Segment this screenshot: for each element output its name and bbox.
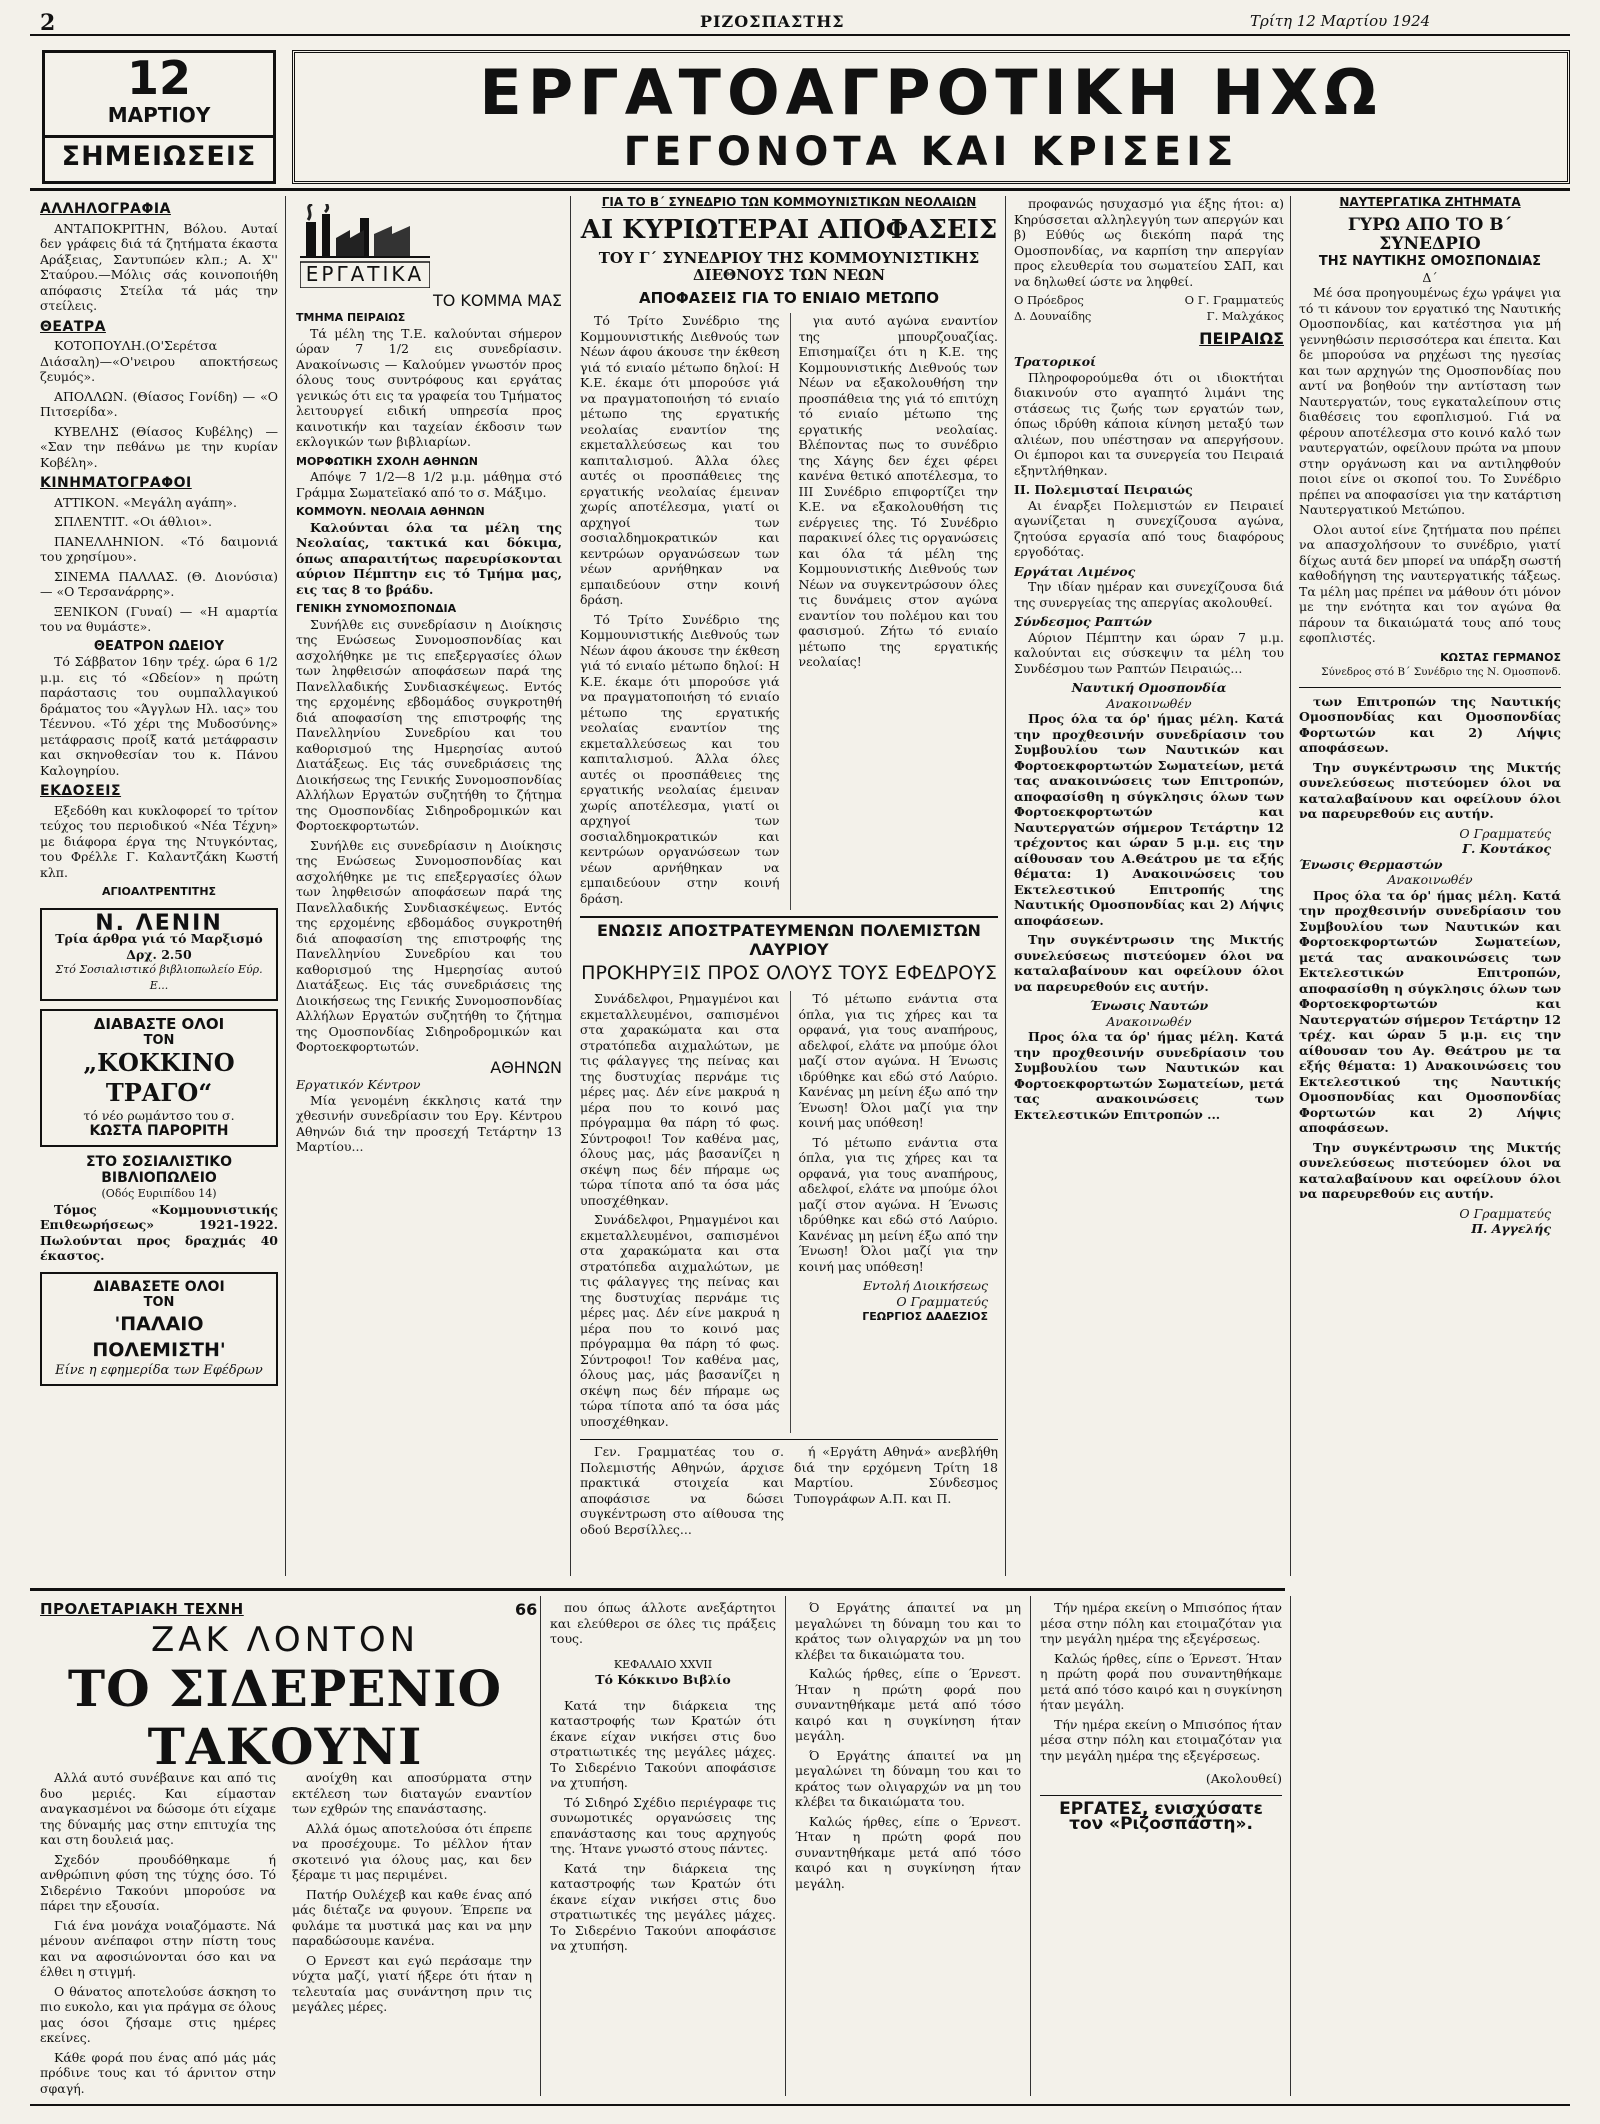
text: Την ιδίαν ημέραν και συνεχίζουσα διά της συνεργείας της απεργίας ακολουθεί. (1014, 579, 1284, 610)
thermast-text: Προς όλα τα όρ' ήμας μέλη. Κατά την προχθεσινήν συνεδρίασιν του Συμβουλίου των Ναυτικών και Φορτοεκφορτωτών Σωματείων, μετά τας ανακοινώσεις των Εκτελεστικών Επιτροπών, αποφασίσθη η σύγκλησις όλων των Φορτοεκφορτωτών και Ναυτεργατών σήμερον Τετάρτην 12 τρέχ. και ώραν 5 μ.μ. εις την αίθουσαν του Αγ. Θεάτρου με τα εξής θέματα: 1) Ανακοινώσεις του Εκτελεστικού της Ναυτικής Ομοσπονδίας και Ομοσπονδίας Φορτωτών και 2) Λήψις αποφάσεων. (1299, 887, 1561, 1136)
ad-the: ΤΟΝ (143, 1295, 175, 1310)
article-text: Τό Τρίτο Συνέδριο της Κομμουνιστικής Διεθνούς των Νέων άφου άκουσε την έκθεση γιά τό ενιαίο μέτωπο δηλοί: Η Κ.Ε. έκαμε ότι μπορούσε γιά να πραγματοποιήση τό ενιαίο μέτωπο της εργατικής νεολαίας εναντίον της εκμεταλλεύσεως και του καπιταλισμού. Άλλα όλες αυτές οι προσπάθειες της εργατικής νεολαίας έμειναν χωρίς αποτέλεσμα, γιατί οι αρχηγοί των σοσιαλδημοκρατικών και κεντρώων οργανώσεων των νέων αρνήθηκαν να εμπαιδεύουν στην κοινή δράση. (580, 313, 780, 608)
page-number: 2 (40, 10, 56, 36)
serial-text: Καλώς ήρθες, είπε ο Έρνεστ. Ήταν η πρώτη φορά που συναντηθήκαμε μετά από τόσο καιρό και η συγκίνηση ήταν μεγάλη. (795, 1666, 1021, 1743)
text: Αύριον Πέμπτην και ώραν 7 μ.μ. καλούνται εις σύσκεψιν τα μέλη του Συνδέσμου των Ραπτών Πειραιώς... (1014, 629, 1284, 676)
serial-text: Καλώς ήρθες, είπε ο Έρνεστ. Ήταν η πρώτη φορά που συναντηθήκαμε μετά από τόσο καιρό και η συγκίνηση ήταν μεγάλη. (1040, 1650, 1282, 1712)
column-divider (540, 1596, 541, 2096)
cinema-item: ΣΠΛΕΝΤΙΤ. «Οι άθλιοι». (54, 514, 212, 529)
column-divider (785, 1596, 786, 2096)
bottom-notices (580, 1439, 998, 1541)
kicker: ΓΙΑ ΤΟ Β΄ ΣΥΝΕΔΡΙΟ ΤΩΝ ΚΟΜΜΟΥΝΙΣΤΙΚΩΝ ΝΕΟΛΑΙΩΝ (601, 196, 977, 209)
serial-col-2 (292, 1770, 532, 2100)
naut-text: Την συγκέντρωσιν της Μικτής συνελεύσεως πιστεύομεν όλοι να καταλαβαίνουν και οφείλουν όλοι να παρευρεθούν εις αυτήν. (1014, 932, 1284, 994)
column-divider (1290, 196, 1291, 1576)
column-seamen (1299, 196, 1561, 1576)
serial-text: Κατά την διάρκεια της καταστροφής των Κρατών ότι έκανε είχαν νικήσει στις δυο στρατιωτικές της μεγάλες μάχες. Το Σιδερένιο Τακούνι αποφάσισε να χτυπήση. (550, 1860, 776, 1953)
article-left (580, 313, 780, 910)
sub-heading: Ναυτική Ομοσπονδία (1071, 680, 1227, 696)
cinema-item: ΠΑΝΕΛΛΗΝΙΟΝ. «Τό δαιμονιά του χρησίμου». (40, 533, 278, 564)
part-number: Δ΄ (1422, 269, 1438, 285)
serial-text: Αλλά αυτό συνέβαινε και από τις δυο μεριές. Και είμασταν αναγκασμένοι να δώσομε ότι είχαμε της δύναμής μας στην επιτυχία της και στη δουλειά μας. (40, 1770, 276, 1847)
bookstore-text: Τόμος «Κομμουνιστικής Επιθεωρήσεως» 1921-1922. Πωλούνται προς δραχμάς 40 έκαστος. (40, 1201, 278, 1263)
corr-heading: ΑΛΛΗΛΟΓΡΑΦΙΑ (40, 201, 171, 217)
column-divider (1030, 1596, 1031, 2096)
column-piraeus (1014, 196, 1284, 1576)
gen-text-more: Συνήλθε εις συνεδρίασιν η Διοίκησις της Ενώσεως Συνομοσπονδίας και ασχολήθηκε με τις επεξεργασίες όλων των ληφθεισών αποφάσεων παρά της Πανελλαδικής Συνδιασκέψεως. Εντός της ερχομένης εβδομάδος συγκροτηθή διά αποφασίση της επιστροφής της Πανελληνίου Συνεδρίου και του καθορισμού της Ημερησίας αυτού Διατάξεως. Εις τάς συνεδριάσεις της Διοικήσεως της Γενικής Συνομοσπονδίας Αλλήλων Εργατών συζητήθη το ζήτημα της Ομοσπονδίας Σιδηροδρομικών και Φορτοεκφορτωτών. (296, 837, 562, 1055)
editions-text: Εξεδόθη και κυκλοφορεί το τρίτον τεύχος του περιοδικού «Νέα Τέχνη» με διάφορα έργα της Ντυγκόντας, του Φρέλλε Γ. Καλαντζάκη Κωστή κλπ. (40, 802, 278, 880)
headline-2: ΤΟΥ Γ΄ ΣΥΝΕΔΡΙΟΥ ΤΗΣ ΚΟΜΜΟΥΝΙΣΤΙΚΗΣ ΔΙΕΘΝΟΥΣ ΤΩΝ ΝΕΩΝ (598, 248, 980, 284)
sig-name: Γ. Κουτάκος (1462, 841, 1551, 857)
sub-heading: ΙΙ. Πολεμισταί Πειραιώς (1014, 482, 1193, 498)
youth-text: Καλούνται όλα τα μέλη της Νεολαίας, τακτικά και δόκιμα, όπως απαραιτήτως παρευρίσκονται αύριον Πέμπτην εις τό Τμήμα μας, εις τας 8 το βράδυ. (296, 519, 562, 597)
naut-text: Προς όλα τα όρ' ήμας μέλη. Κατά την προχθεσινήν συνεδρίασιν του Συμβουλίου των Ναυτικών και Φορτοεκφορτωτών Σωματείων, μετά τας ανακοινώσεις των Επιτροπών, αποφασίσθη η σύγκλησις όλων των Φορτοεκφορτωτών και Ναυτεργατών σήμερον Τετάρτην 12 τρέχοντος και ώραν 5 μ.μ. εις την αίθουσαν του Α.Θεάτρου με τα εξής θέματα: 1) Ανακοινώσεις του Εκτελεστικού Επιτροπής της Ναυτικής Ομοσπονδίας και 2) Λήψις αποφάσεων. (1014, 711, 1284, 928)
sub-heading: Εργάται Λιμένος (1014, 563, 1136, 579)
cont-text: των Επιτροπών της Ναυτικής Ομοσπονδίας και Ομοσπονδίας Φορτωτών και 2) Λήψις αποφάσεων. (1299, 693, 1561, 756)
odeio-text: Τό Σάββατον 16ην τρέχ. ώρα 6 1/2 μ.μ. εις τό «Ωδείον» η πρώτη παράστασις του ουμπαλλαγικού δράματος του «Άγγλων Ηλ. ιας» του Τέεννου. «Τό χέρι της Μυδοσύνης» μετάφρασις προίξ κατά μετάφρασιν και σκηνοθεσίαν του κ. Πάνου Καλογηρίου. (40, 654, 278, 778)
paper-name: ΡΙΖΟΣΠΑΣΤΗΣ (700, 12, 845, 31)
article-columns (580, 313, 998, 910)
article-text: Μέ όσα προηγουμένως έχω γράψει για τό τι κάνουν τον εργατικό της Ναυτικής Ομοσπονδίας, και κατέστησα για μή γεννηθώσιν περισσότερα και έπειτα. Και δε μπορούσα να ρηχέωσι της ηγεσίας και των αρχηγών της Ομοσπονδίας που αντί να βοηθούν την αντίσταση των Ναυτεργατών, τους εγκαταλείπουν στις διαθέσεις του εφοπλισμού. Γιά να φέρουν αποτέλεσμα στο κοινό καλό των ναυτεργατών, οφείλουν πρώτα να μπουν στην οργάνωση και να αντιληφθούν ποιοι είνε οι σκοποί του. Το Συνέδριο πρέπει να αποφασίσει για την κατάρτιση Ναυτεργατικού Μετώπου. (1299, 285, 1561, 518)
sub-heading: Ένωσις Θερμαστών (1299, 856, 1443, 872)
author-signature: ΚΩΣΤΑΣ ΓΕΡΜΑΝΟΣ (1440, 650, 1561, 664)
editions-heading: ΕΚΔΟΣΕΙΣ (40, 783, 122, 799)
banner-subtitle: ΓΕΓΟΝΟΤΑ ΚΑΙ ΚΡΙΣΕΙΣ (623, 129, 1239, 175)
chapter-number: ΚΕΦΑΛΑΙΟ ΧΧVΙΙ (613, 1657, 713, 1671)
section-banner (292, 50, 1570, 184)
sig-role: Ο Γ. Γραμματεύς (1184, 293, 1284, 307)
date-month: ΜΑΡΤΙΟΥ (107, 103, 211, 127)
column-youth-congress (580, 196, 998, 1576)
ad-author: ΚΩΣΤΑ ΠΑΡΟΡΙΤΗ (89, 1122, 229, 1139)
bookstore-address: (Οδός Ευριπίδου 14) (101, 1187, 217, 1200)
logo-word: ΕΡΓΑΤΙΚΑ (305, 262, 425, 286)
text: Αι έναρξει Πολεμιστών εν Πειραιεί αγωνίζεται η συνεχίζουσα αγώνα, ζητούσα εργασία από τους διαφόρους εργοδότας. (1014, 497, 1284, 560)
gen-text: Συνήλθε εις συνεδρίασιν η Διοίκησις της Ενώσεως Συνομοσπονδίας και ασχολήθηκε με τις επεξεργασίες όλων των ληφθεισών αποφάσεων παρά της Πανελλαδικής Συνδιασκέψεως. Εντός της ερχομένης εβδομάδος συγκροτηθή διά αποφασίση της επιστροφής της Πανελληνίου Συνεδρίου και του καθορισμού της Ημερησίας αυτού Διατάξεως. Εις τάς συνεδριάσεις της Διοικήσεως της Γενικής Συνομοσπονδίας Αλλήλων Εργατών συζητήθη το ζήτημα της Ομοσπονδίας Σιδηροδρομικών και Φορτοεκφορτωτών. (296, 616, 562, 834)
serial-text: Πατήρ Ουλέχεβ και καθε ένας από μάς διέταζε να φυγουν. Έπρεπε να φυλάμε τα μυστικά μας και να μην παραδώσουμε κανένα. (292, 1886, 532, 1948)
serial-text: Τήν ημέρα εκείνη ο Μπισόπος ήταν μέσα στην πόλη και ετοιμαζόταν για την μεγάλη ημέρα της εξεγέρσεως. (1040, 1600, 1282, 1646)
polemistis-ad (40, 1272, 278, 1387)
text: Πληροφορούμεθα ότι οι ιδιοκτήται διακινούν στο αγαπητό λιμάνι της στάσεως τις ζωής των εργατών των, όπως ιδρύθη κάποια κίνηση μεταξύ των αλιέων, που υπέστησαν να απεργήσουν. Οι έμποροι και τα συνεργεία του Πειραιά εξηντλήθηκαν. (1014, 369, 1284, 478)
column-divider (1005, 196, 1006, 1576)
serial-rule (30, 1588, 1285, 1591)
notes-label: ΣΗΜΕΙΩΣΕΙΣ (45, 135, 273, 176)
corr-text: ΑΝΤΑΠΟΚΡΙΤΗΝ, Βόλου. Αυταί δεν γράφεις διά τά ζητήματα έκαστα Αράξειας, Σαντυπώεν κλπ.; Α. Χ'' Σταύρου.—Μόλις σάς κοινοποιήθη απόφασις Στείλα τά μάς την στείλεις. (40, 220, 278, 313)
sub-heading: Σύνδεσμος Ραπτών (1014, 614, 1152, 630)
proclamation-heading: ΠΡΟΚΗΡΥΞΙΣ ΠΡΟΣ ΟΛΟΥΣ ΤΟΥΣ ΕΦΕΔΡΟΥΣ (581, 962, 997, 985)
procl-text: Τό μέτωπο ενάντια στα όπλα, για τις χήρες και τα ορφανά, για τους αναπήρους, αδελφοί, ελάτε να μπούμε όλοι μαζί στον αγώνα. Η Ένωσις ιδρύθηκε και εδώ στό Λαύριο. Κανένας μη μείνη έξω από την Ένωση! Όλοι μαζί για την κοινή μας υπόθεση! (798, 1134, 998, 1274)
serial-text: Ό Εργάτης άπαιτεί να μη μεγαλώνει τη δύναμη του και το κράτος των ολιγαρχών να μη του κλέβει τα δικαιώματα του. (795, 1600, 1021, 1662)
ad-the: ΤΟΝ (143, 1032, 175, 1048)
piraeus-heading: ΠΕΙΡΑΙΩΣ (1199, 329, 1284, 348)
sig-name: Δ. Δουναίδης (1014, 308, 1092, 323)
sub-heading: ΤΜΗΜΑ ΠΕΙΡΑΙΩΣ (296, 311, 406, 325)
serial-col-4 (795, 1600, 1021, 2100)
party-heading: ΤΟ ΚΟΜΜΑ ΜΑΣ (432, 291, 562, 310)
athens-text: Μία γενομένη έκκλησις κατά την χθεσινήν συνεδρίασιν του Εργ. Κέντρου Αθηνών διά την προσεχή Τετάρτην 13 Μαρτίου... (296, 1092, 562, 1155)
procl-text: Τό μέτωπο ενάντια στα όπλα, για τις χήρες και τα ορφανά, για τους αναπήρους, αδελφοί, ελάτε να μπούμε όλοι μαζί στον αγώνα. Η Ένωσις ιδρύθηκε και εδώ στό Λαύριο. Κανένας μη μείνη έξω από την Ένωση! Όλοι μαζί για την κοινή μας υπόθεση! (798, 991, 998, 1131)
signed: ΑΓΙΟΑΛΤΡΕΝΤΙΤΗΣ (101, 885, 217, 898)
lenin-title: Ν. ΛΕΝΙΝ (95, 910, 223, 936)
lenin-line: Τρία άρθρα γιά τό Μαρξισμό Δρχ. 2.50 (55, 931, 263, 962)
serial-text: Ό Εργάτης άπαιτεί να μη μεγαλώνει τη δύναμη του και το κράτος των ολιγαρχών να μη του κλέβει τα δικαιώματα του. (795, 1747, 1021, 1809)
lenin-line2: Στό Σοσιαλιστικό βιβλιοπωλείο Εύρ. Ε... (55, 963, 263, 992)
procl-text: Συνάδελφοι, Ρημαγμένοι και εκμεταλλευμένοι, σαπισμένοι στα χαρακώματα και στα στρατόπεδα αιχμαλώτων, με τις φάλαγγες της πείνας και της δυστυχίας περνάμε τις μέρες μας. Δέν είνε μακρυά η μέρα που το κοινό μας πρόγραμμα θα πάρη τό φως. Σύντροφοι! Τον καθένα μας, όλους μας, μάς βασανίζει η σκέψη πως δέν πήραμε ως τώρα τίποτα από τα όσα μάς υποσχέθηκαν. (580, 1212, 780, 1429)
serial-text: Τήν ημέρα εκείνη ο Μπισόπος ήταν μέσα στην πόλη και ετοιμαζόταν για την μεγάλη ημέρα της εξεγέρσεως. (1040, 1716, 1282, 1763)
cinema-item: ΞΕΝΙΚΟΝ (Γυναί) — «Η αμαρτία του να θυμάστε». (40, 603, 278, 634)
serial-text: Κατά την διάρκεια της καταστροφής των Κρατών ότι έκανε είχαν νικήσει στις δυο στρατιωτικές της μεγάλες μάχες. Το Σιδερένιο Τακούνι αποφάσισε να χτυπήση. (550, 1697, 776, 1790)
serial-text: Ο θάνατος αποτελούσε άσκηση το πιο ευκολο, και για πράγμα σε όλους μας όσοι ζήσαμε στις ημέρες εκείνες. (40, 1983, 276, 2045)
divider (1299, 687, 1561, 688)
column-divider (1290, 1596, 1291, 2096)
article-text: για αυτό αγώνα εναντίον της μπουρζουαζίας. Επισημαίζει ότι η Κ.Ε. της Κομμουνιστικής Διεθνούς των Νέων να εξακολουθήση την προσπάθεια της γιά τό επιτύχη τό ενιαίο μέτωπο της εργατικής νεολαίας. Βλέποντας πως το συνέδριο της Χάγης δεν έχει φέρει κανένα θετικό αποτέλεσμα, το ΙΙΙ Συνέδριο επιφορτίζει την Κ.Ε. να εξακολουθήση τις ενέργειες της. Τό Συνέδριο παρακινεί όλες τις οργανώσεις και όλα τά μέλη της Κομμουνιστικής Διεθνούς των Νέων να συγκεντρώσουν όλες τις δυνάμεις στον αγώνα εναντίον του πολέμου και του φασισμού. Ζήτω τό ενιαίο μέτωπο της εργατικής νεολαίας! (798, 313, 998, 670)
theatre-item: ΑΠΟΛΛΩΝ. (Θίασος Γονίδη) — «Ο Πιτσερίδα». (40, 388, 278, 419)
headline: ΓΥΡΩ ΑΠΟ ΤΟ Β΄ ΣΥΝΕΔΡΙΟ (1347, 214, 1513, 255)
odeio-heading: ΘΕΑΤΡΟΝ ΩΔΕΙΟΥ (93, 638, 225, 654)
text: προφανώς ησυχασμό για έξης ήτοι: α) Κηρύσσεται αλληλεγγύη των απεργών και β) Εύθύς ως διεκόπη παρά της Ομοσπονδίας, να καρπίση την απεργίαν προς ελευθερία του σωματείου ΣΑΠ, και να δηλωθεί ώστε να ληφθεί. (1014, 196, 1284, 289)
ad-read: ΔΙΑΒΑΣΕΤΕ ΟΛΟΙ (93, 1278, 225, 1295)
ad-title: 'ΠΑΛΑΙΟ ΠΟΛΕΜΙΣΤΗ' (92, 1312, 226, 1361)
date-box (42, 50, 276, 184)
ad-sub: Είνε η εφημερίδα των Εφέδρων (55, 1362, 263, 1378)
date-line: Τρίτη 12 Μαρτίου 1924 (1250, 12, 1431, 30)
serial-text: Αλλά όμως αποτελούσα ότι έπρεπε να προσέχουμε. Το μέλλον ήταν σκοτεινό για όλους μας, και δεν ξέραμε τι μας περιμένει. (292, 1820, 532, 1882)
mmo-text: Απόψε 7 1/2—8 1/2 μ.μ. μάθημα στό Γράμμα Σωματεϊακό από το σ. Μάξιμο. (296, 469, 562, 500)
continued-note: (Ακολουθεί) (1205, 1771, 1282, 1786)
procl-text: Συνάδελφοι, Ρημαγμένοι και εκμεταλλευμένοι, σαπισμένοι στα χαρακώματα και στα στρατόπεδα αιχμαλώτων, με τις φάλαγγες της πείνας και της δυστυχίας περνάμε τις μέρες μας. Δέν είνε μακρυά η μέρα που το κοινό μας πρόγραμμα θα πάρη τό φως. Σύντροφοι! Τον καθένα μας, όλους μας, μάς βασανίζει η σκέψη πως δέν πήραμε ως τώρα τίποτα από τα όσα μάς υποσχέθηκαν. (580, 991, 780, 1208)
athens-sub: Εργατικόν Κέντρον (296, 1077, 421, 1093)
column-notes (40, 196, 278, 1576)
theatre-item: ΚΟΤΟΠΟΥΛΗ.(Ο'Σερέτσα Διάσαλη)—«Ο'νειρου αποκτήσεως ζευμός». (40, 338, 278, 384)
serial-col-5 (1040, 1600, 1282, 2100)
sig: Ο Γραμματεύς (1459, 825, 1551, 841)
serial-number: 66 (515, 1600, 538, 1619)
cinema-heading: ΚΙΝΗΜΑΤΟΓΡΑΦΟΙ (40, 475, 192, 491)
article-text: Τό Τρίτο Συνέδριο της Κομμουνιστικής Διεθνούς των Νέων άφου άκουσε την έκθεση γιά τό ενιαίο μέτωπο δηλοί: Η Κ.Ε. έκαμε ότι μπορούσε γιά να πραγματοποιήση τό ενιαίο μέτωπο της εργατικής νεολαίας εναντίον της εκμεταλλεύσεως και του καπιταλισμού. Άλλα όλες αυτές οι προσπάθειες της εργατικής νεολαίας έμειναν χωρίς αποτέλεσμα, γιατί οι αρχηγοί των σοσιαλδημοκρατικών και κεντρώων οργανώσεων των νέων αρνήθηκαν να εμπαιδεύουν στην κοινή δράση. (580, 611, 780, 906)
sig-name: Γ. Μαλχάκος (1206, 308, 1284, 323)
theatre-item: ΚΥΒΕΛΗΣ (Θίασος Κυβέλης) — «Σαν την πεθάνω με την κυρίαν Κοβέλη». (40, 423, 278, 470)
column-labour (296, 290, 562, 1576)
lenin-ad (40, 908, 278, 1002)
gen-heading: ΓΕΝΙΚΗ ΣΥΝΟΜΟΣΠΟΝΔΙΑ (296, 602, 457, 616)
serial-text: Καλώς ήρθες, είπε ο Έρνεστ. Ήταν η πρώτη φορά που συναντηθήκαμε μετά από τόσο καιρό και η συγκίνηση ήταν μεγάλη. (795, 1813, 1021, 1891)
union-heading: ΕΝΩΣΙΣ ΑΠΟΣΤΡΑΤΕΥΜΕΝΩΝ ΠΟΛΕΜΙΣΤΩΝ ΛΑΥΡΙΟΥ (597, 921, 981, 959)
serial-text: Σχεδόν προυδόθηκαμε ή ανθρώπινη φύση της τύχης όσο. Τό Σιδερένιο Τακούνι μπορούσε να πάρει την εξουσία. (40, 1851, 276, 1913)
mmo-heading: ΜΟΡΦΩΤΙΚΗ ΣΧΟΛΗ ΑΘΗΝΩΝ (296, 454, 478, 468)
enosi-text: Προς όλα τα όρ' ήμας μέλη. Κατά την προχθεσινήν συνεδρίασιν του Συμβουλίου των Ναυτικών και Φορτοεκφορτωτών Σωματείων, μετά τας ανακοινώσεις των Εκτελεστικών Επιτροπών ... (1014, 1029, 1284, 1122)
proclamation-columns (580, 991, 998, 1433)
article-right (790, 313, 999, 910)
sig: Ο Γραμματεύς (1459, 1205, 1551, 1221)
banner-title: ΕΡΓΑΤΟΑΓΡΟΤΙΚΗ ΗΧΩ (479, 56, 1383, 129)
sub-heading: Τρατορικοί (1014, 354, 1097, 370)
serial-text: Τό Σιδηρό Σχέδιο περιέγραφε τις συνωμοτικές οργανώσεις της επανάστασης και τους αρχηγούς της. Ήτανε γνωστό στους πάντες. (550, 1794, 776, 1856)
serial-text: που όπως άλλοτε ανεξάρτητοι και ελεύθεροι σε όλες τις πράξεις τους. (550, 1600, 776, 1646)
procl-sig: Ο Γραμματεύς (896, 1293, 988, 1309)
sub-heading: Ένωσις Ναυτών (1089, 998, 1209, 1014)
serial-text: Ο Ερνεστ και εγώ περάσαμε την νύχτα μαζί, γιατί ήξερε ότι ήταν η τελευταία μας συνάντηση πριν τις μεγάλες μέρες. (292, 1952, 532, 2014)
headline-2: ΤΗΣ ΝΑΥΤΙΚΗΣ ΟΜΟΣΠΟΝΔΙΑΣ (1318, 253, 1542, 269)
sub-heading: Ανακοινωθέν (1106, 1013, 1192, 1029)
serial-header (40, 1600, 530, 1776)
notice-text: ή «Εργάτη Αθηνά» ανεβλήθη διά την ερχόμενη Τρίτη 18 Μαρτίου. Σύνδεσμος Τυπογράφων Α.Π. και Π. (794, 1444, 998, 1506)
support-ad: ΕΡΓΑΤΕΣ, ενισχύσατε τον «Ριζοσπάστη». (1040, 1795, 1282, 1833)
ad-sub: τό νέο ρωμάντσο του σ. (83, 1108, 235, 1123)
cinema-item: ΣΙΝΕΜΑ ΠΑΛΛΑΣ. (Θ. Διονύσια) — «Ο Τερσανάρρης». (40, 568, 278, 599)
thermast-text: Την συγκέντρωσιν της Μικτής συνελεύσεως πιστεύομεν όλοι να καταλαβαίνουν και οφείλουν όλοι να παρευρεθούν εις αυτήν. (1299, 1139, 1561, 1202)
serial-author: ΖΑΚ ΛΟΝΤΟΝ (150, 1620, 420, 1660)
procl-left (580, 991, 780, 1433)
ad-read: ΔΙΑΒΑΣΤΕ ΟΛΟΙ (93, 1015, 225, 1033)
article-text: Ολοι αυτοί είνε ζητήματα που πρέπει να απασχολήσουν το συνέδριο, γιατί δίχως αυτά δεν μπορεί να υπάρξη σωστή καθοδήγηση της ναυτεργατικής τάξεως. Τα μέλη μας πρέπει να μάθουν ότι μόνον με την ενότητα και τον αγώνα θα πάρουν τα δικαιώματά τους από τους εφοπλιστές. (1299, 521, 1561, 646)
sig-name: Π. Αγγελής (1471, 1221, 1551, 1237)
serial-col-3 (550, 1600, 776, 2100)
serial-text: Γιά ένα μονάχα νοιαζόμαστε. Νά μένουν ανέπαφοι στην πίστη τους και να αφοσιώνονται όσο και να έλθει η στιγμή. (40, 1917, 276, 1979)
date-day: 12 (126, 51, 191, 105)
signatures (1014, 293, 1284, 324)
column-divider (570, 196, 571, 1576)
cont-text: Την συγκέντρωσιν της Μικτής συνελεύσεως πιστεύομεν όλοι να καταλαβαίνουν και οφείλουν όλοι να παρευρεθούν εις αυτήν. (1299, 759, 1561, 822)
theatres-heading: ΘΕΑΤΡΑ (40, 318, 106, 335)
sub-heading: Ανακοινωθέν (1106, 695, 1192, 711)
serial-text: ανοίχθη και αποσύρματα στην εκτέλεση των διαταγών εναντίον των εχθρών της επανάστασης. (292, 1770, 532, 1816)
banner-rule (30, 188, 1570, 191)
procl-right (790, 991, 999, 1433)
sig-left (1014, 293, 1091, 324)
ad-title: „ΚΟΚΚΙΝΟ ΤΡΑΓΟ“ (83, 1048, 235, 1107)
bottom-rule (30, 2104, 1570, 2106)
serial-label: ΠΡΟΛΕΤΑΡΙΑΚΗ ΤΕΧΝΗ (40, 1600, 244, 1618)
bookstore-heading: ΣΤΟ ΣΟΣΙΑΛΙΣΤΙΚΟ ΒΙΒΛΙΟΠΩΛΕΙΟ (85, 1154, 233, 1186)
sub-heading: Ανακοινωθέν (1387, 872, 1473, 888)
notice-text: Γεν. Γραμματέας του σ. Πολεμιστής Αθηνών, άρχισε πρακτικά στοιχεία και αποφάσισε να δώσει συγκέντρωση στο αίθουσα της οδού Βερσίλλες... (580, 1444, 784, 1537)
athens-heading: ΑΘΗΝΩΝ (490, 1057, 562, 1077)
author-role: Σύνεδρος στό Β΄ Συνέδριο της Ν. Ομοσπονδ. (1321, 666, 1561, 679)
chapter-title: Τό Κόκκινο Βιβλίο (595, 1672, 731, 1687)
column-divider (285, 196, 286, 1576)
serial-text: Κάθε φορά που ένας από μάς μάς πρόδινε τους και τό άρνιτον στην σφαγή. (40, 2049, 276, 2096)
headline-3: ΑΠΟΦΑΣΕΙΣ ΓΙΑ ΤΟ ΕΝΙΑΙΟ ΜΕΤΩΠΟ (639, 289, 939, 308)
kicker: ΝΑΥΤΕΡΓΑΤΙΚΑ ΖΗΤΗΜΑΤΑ (1339, 196, 1521, 209)
serial-col-1 (40, 1770, 276, 2100)
headline: ΑΙ ΚΥΡΙΩΤΕΡΑΙ ΑΠΟΦΑΣΕΙΣ (580, 214, 998, 245)
sig-right (1185, 293, 1284, 324)
youth-heading: ΚΟΜΜΟΥΝ. ΝΕΟΛΑΙΑ ΑΘΗΝΩΝ (296, 505, 485, 519)
cinema-item: ΑΤΤΙΚΟΝ. «Μεγάλη αγάπη». (54, 494, 238, 510)
procl-sig: Εντολή Διοικήσεως (862, 1278, 988, 1294)
sig-role: Ο Πρόεδρος (1014, 293, 1084, 307)
kokkino-trago-ad (40, 1009, 278, 1147)
serial-title: ΤΟ ΣΙΔΕΡΕΝΙΟ ΤΑΚΟΥΝΙ (67, 1659, 503, 1776)
procl-sig-name: ΓΕΩΡΓΙΟΣ ΔΑΔΕΖΙΟΣ (862, 1310, 988, 1324)
party-text: Τά μέλη της Τ.Ε. καλούνται σήμερον ώραν 7 1/2 εις συνεδρίασιν. Ανακοίνωσις — Καλούμεν γνωστόν προς όλους τους συντρόφους και εργάτας γενικώς ότι εις τα γραφεία του Τμήματος λειτουργεί ειδική υπηρεσία προς καινοτικήν και ταχείαν έκδοσιν των εκλογικών των βιβλιαρίων. (296, 325, 562, 450)
